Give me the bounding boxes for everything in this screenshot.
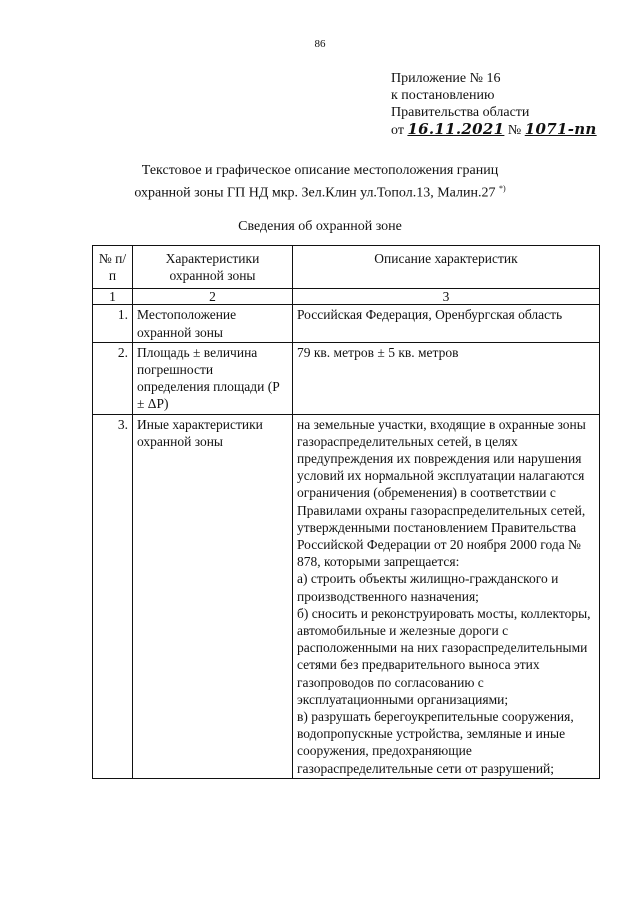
handwritten-date: 16.11.2021 [407,120,505,138]
column-number: 2 [133,289,293,305]
row-description [293,305,600,342]
table-row [93,305,600,342]
table-row [93,414,600,778]
column-number: 3 [293,289,600,305]
title-line-2-text: охранной зоны ГП НД мкр. Зел.Клин ул.Топол.13, Малин.27 [134,185,496,201]
description-paragraph: на земельные участки, входящие в охранные зоны газораспределительных сетей, в целях предупреждения их повреждения или нарушения условий их нормальной эксплуатации налагаются ограничения (обременения) в соответствии с Правилами охраны газораспределительных сетей, утвержденными постановлением Правительства Российской Федерации от 20 ноября 2000 года № 878, которыми запрещается: [297,416,586,570]
page-number: 86 [314,38,326,50]
row-num: 2. [93,342,133,414]
handwritten-number: 1071-пп [524,120,597,138]
appendix-header [391,70,597,139]
appendix-line-3: Правительства области [391,105,530,120]
row-num: 1. [93,305,133,342]
row-characteristic: Иные характеристики охранной зоны [133,414,293,778]
row-characteristic: Местоположение охранной зоны [133,305,293,342]
description-paragraph: в) разрушать берегоукрепительные сооружения, водопропускные устройства, земляные и иные сооружения, предохраняющие газораспределительные сети от разрушений; [297,709,574,776]
title-line-1: Текстовое и графическое описание местоположения границ [141,163,499,178]
zone-info-table [92,245,600,779]
row-num: 3. [93,414,133,778]
description-paragraph: б) сносить и реконструировать мосты, коллекторы, автомобильные и железные дороги с расположенными на них газораспределительными сетями без предварительного выноса этих газопроводов по согласованию с эксплуатационными организациями; [297,605,591,707]
appendix-line-1: Приложение № 16 [391,71,501,86]
description-paragraph: Российская Федерация, Оренбургская область [297,307,563,323]
table-row [93,342,600,414]
row-description [293,414,600,778]
column-number-row [93,289,600,305]
header-characteristic: Характеристики охранной зоны [133,246,293,289]
footnote-mark: *) [498,184,506,193]
column-number: 1 [93,289,133,305]
appendix-line-2: к постановлению [391,88,495,103]
appendix-date-line [391,121,597,139]
description-paragraph: а) строить объекты жилищно-гражданского и производственного назначения; [297,571,559,604]
description-paragraph: 79 кв. метров ± 5 кв. метров [297,344,459,360]
title-line-2 [0,180,640,203]
document-title [0,162,640,203]
header-description: Описание характеристик [293,246,600,289]
header-num: № п/п [93,246,133,289]
section-subtitle: Сведения об охранной зоне [238,219,402,234]
table-header-row [93,246,600,289]
row-characteristic: Площадь ± величина погрешности определения площади (Р ± ΔР) [133,342,293,414]
number-label: № [507,123,522,138]
row-description [293,342,600,414]
from-label: от [391,123,404,138]
